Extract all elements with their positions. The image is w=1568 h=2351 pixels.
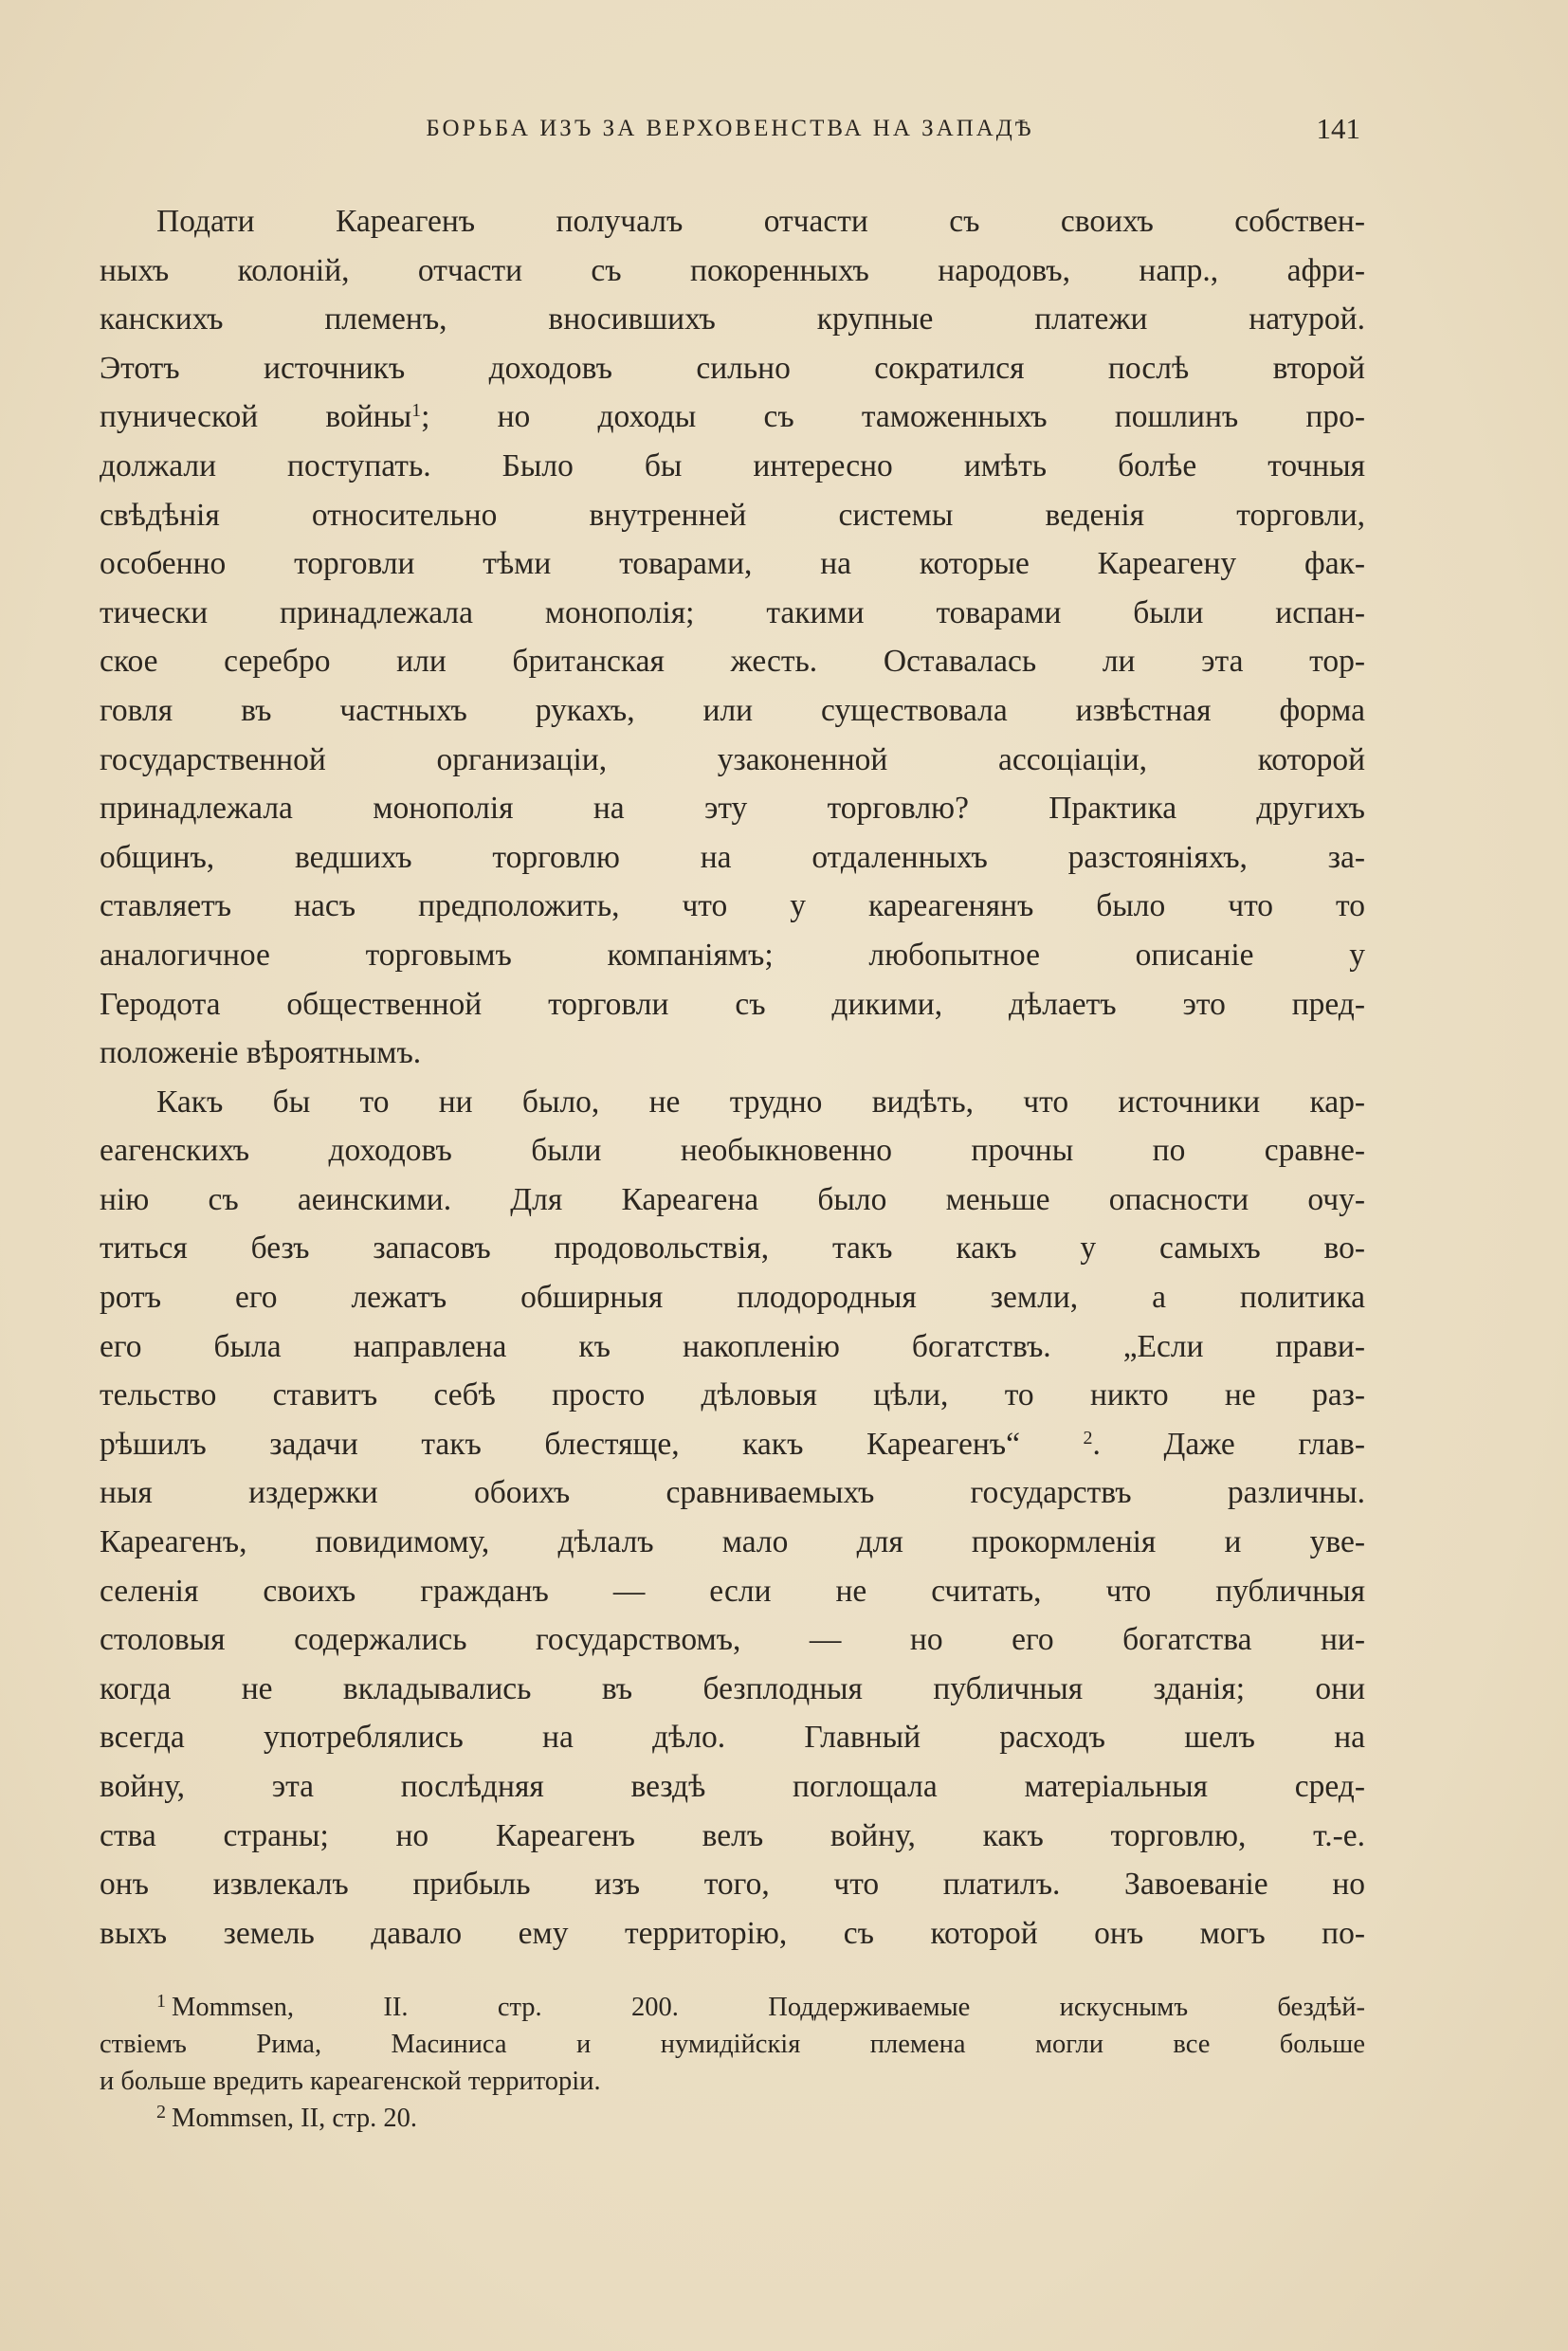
text-line: Кареагенъ, повидимому, дѣлалъ мало для прокормленія и уве- [100,1524,1365,1560]
text-line: онъ извлекалъ прибыль изъ того, что платилъ. Завоеваніе но [100,1867,1365,1903]
text-line: всегда употреблялись на дѣло. Главный расходъ шелъ на [100,1720,1365,1756]
text-line: столовыя содержались государствомъ, — но его богатства ни- [100,1622,1365,1658]
text-line: тически принадлежала монополія; такими товарами были испан- [100,594,1365,630]
text-line: ныя издержки обоихъ сравниваемыхъ государствъ различны. [100,1475,1365,1511]
text-line: войну, эта послѣдняя вездѣ поглощала матеріальныя сред- [100,1769,1365,1804]
text-line: канскихъ племенъ, вносившихъ крупные платежи натурой. [100,301,1365,337]
footnote-ref-1: 1 [411,400,422,422]
footnote-2-line [100,2100,1365,2137]
text-line: выхъ земель давало ему территорію, съ которой онъ могъ по- [100,1915,1365,1951]
footnote-1-line: и больше вредить кареагенской территоріи. [100,2067,601,2096]
text-line: Этотъ источникъ доходовъ сильно сократился послѣ второй [100,350,1365,386]
text-line: положеніе вѣроятнымъ. [100,1035,422,1071]
footnote-1-line [100,1989,1365,2026]
text-line: ставляетъ насъ предположить, что у кареагенянъ было что то [100,888,1365,924]
footnote-1-line: ствіемъ Рима, Масиниса и нумидійскія племена могли все больше [100,2030,1365,2059]
text-line: ское серебро или британская жесть. Оставалась ли эта тор- [100,644,1365,680]
text-line: ныхъ колоній, отчасти съ покоренныхъ народовъ, напр., афри- [100,252,1365,288]
text-line: аналогичное торговымъ компаніямъ; любопытное описаніе у [100,937,1365,973]
footnote-mark-2: 2 [156,2102,166,2123]
text-line: свѣдѣнія относительно внутренней системы веденія торговли, [100,497,1365,533]
text-segment: ; но доходы съ таможенныхъ пошлинъ про- [421,399,1365,435]
text-segment: . Даже глав- [1092,1426,1365,1462]
main-text [100,197,1365,1958]
text-line: его была направлена къ накопленію богатствъ. „Если прави- [100,1328,1365,1364]
text-line: Геродота общественной торговли съ дикими, дѣлаетъ это пред- [100,986,1365,1022]
text-line: когда не вкладывались въ безплодныя публичныя зданія; они [100,1670,1365,1706]
page-number: 141 [1316,112,1360,145]
text-line: Какъ бы то ни было, не трудно видѣть, что источники кар- [156,1084,1365,1120]
footnote-text: Mommsen, II, стр. 20. [172,2104,417,2133]
text-line-with-footnote [100,392,1365,442]
footnote-text: Mommsen, II. стр. 200. Поддерживаемые искуснымъ бездѣй- [172,1993,1365,2022]
text-line: особенно торговли тѣми товарами, на которые Кареагену фак- [100,546,1365,582]
text-line: ства страны; но Кареагенъ велъ войну, какъ торговлю, т.-е. [100,1817,1365,1853]
text-line: ротъ его лежатъ обширныя плодородныя земли, а политика [100,1280,1365,1316]
text-line: должали поступать. Было бы интересно имѣть болѣе точныя [100,447,1365,483]
text-line: селенія своихъ гражданъ — если не считать, что публичныя [100,1573,1365,1609]
text-line: нію съ аеинскими. Для Кареагена было меньше опасности очу- [100,1181,1365,1217]
text-line: Подати Кареагенъ получалъ отчасти съ своихъ собствен- [156,204,1365,239]
footnote-mark-1: 1 [156,1991,166,2012]
text-line: государственной организаціи, узаконенной ассоціаціи, которой [100,741,1365,777]
text-line: принадлежала монополія на эту торговлю? Практика другихъ [100,791,1365,827]
text-line: говля въ частныхъ рукахъ, или существовала извѣстная форма [100,692,1365,728]
text-line: еагенскихъ доходовъ были необыкновенно прочны по сравне- [100,1133,1365,1169]
text-line: титься безъ запасовъ продовольствія, такъ какъ у самыхъ во- [100,1230,1365,1267]
text-segment: пунической войны [100,399,412,435]
text-line: тельство ставитъ себѣ просто дѣловыя цѣли, то никто не раз- [100,1377,1365,1413]
running-title: БОРЬБА ИЗЪ ЗА ВЕРХОВЕНСТВА НА ЗАПАДѢ [426,116,1034,141]
footnote-ref-2: 2 [1083,1427,1093,1449]
footnotes [100,1989,1365,2137]
text-line-with-footnote [100,1420,1365,1469]
text-segment: рѣшилъ задачи такъ блестяще, какъ Кареагенъ“ [100,1426,1020,1462]
text-line: общинъ, ведшихъ торговлю на отдаленныхъ разстояніяхъ, за- [100,839,1365,875]
page-header [100,112,1360,150]
